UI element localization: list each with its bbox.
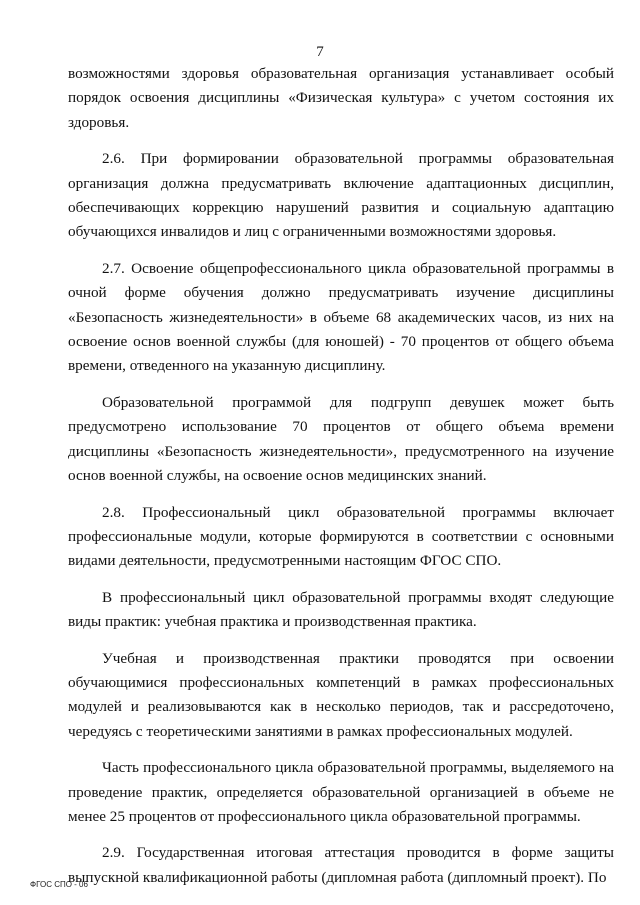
paragraph-girls-subgroups: Образовательной программой для подгрупп девушек может быть предусмотрено использование 70 процентов от общего объема времени дисциплины «Безопасность жизнедеятельности», предусмотренного на изучение основ военной службы, на освоение основ медицинских знаний. [68, 393, 614, 485]
paragraph-practice-types: В профессиональный цикл образовательной программы входят следующие виды практик: учебная практика и производственная практика. [68, 588, 614, 631]
paragraph-2-6: 2.6. При формировании образовательной программы образовательная организация должна предусматривать включение адаптационных дисциплин, обеспечивающих коррекцию нарушений развития и социальную адаптацию обучающихся инвалидов и лиц с ограниченными возможностями здоровья. [68, 150, 614, 241]
paragraph-2-8: 2.8. Профессиональный цикл образовательной программы включает профессиональные модули, которые формируются в соответствии с основными видами деятельности, предусмотренными настоящим ФГОС СПО. [68, 503, 614, 570]
page-number: 7 [316, 44, 324, 60]
footer-label: ФГОС СПО - 06 [30, 880, 88, 889]
paragraph-2-9: 2.9. Государственная итоговая аттестация проводится в форме защиты выпускной квалификационной работы (дипломная работа (дипломный проект). По [68, 844, 614, 886]
paragraph-practice-share: Часть профессионального цикла образовательной программы, выделяемого на проведение практик, определяется образовательной организацией в объеме не менее 25 процентов от профессионального цикла образовательной программы. [68, 759, 614, 825]
document-body [68, 62, 614, 902]
paragraph-2-7: 2.7. Освоение общепрофессионального цикла образовательной программы в очной форме обучения должно предусматривать изучение дисциплины «Безопасность жизнедеятельности» в объеме 68 академических часов, из них на освоение основ военной службы (для юношей) - 70 процентов от общего объема времени, отведенного на указанную дисциплину. [68, 259, 614, 375]
paragraph-practice-conduct: Учебная и производственная практики проводятся при освоении обучающимися профессиональных компетенций в рамках профессиональных модулей и реализовываются как в несколько периодов, так и рассредоточено, чередуясь с теоретическими занятиями в рамках профессиональных модулей. [68, 649, 614, 740]
paragraph-continuation: возможностями здоровья образовательная организация устанавливает особый порядок освоения дисциплины «Физическая культура» с учетом состояния их здоровья. [68, 65, 614, 131]
